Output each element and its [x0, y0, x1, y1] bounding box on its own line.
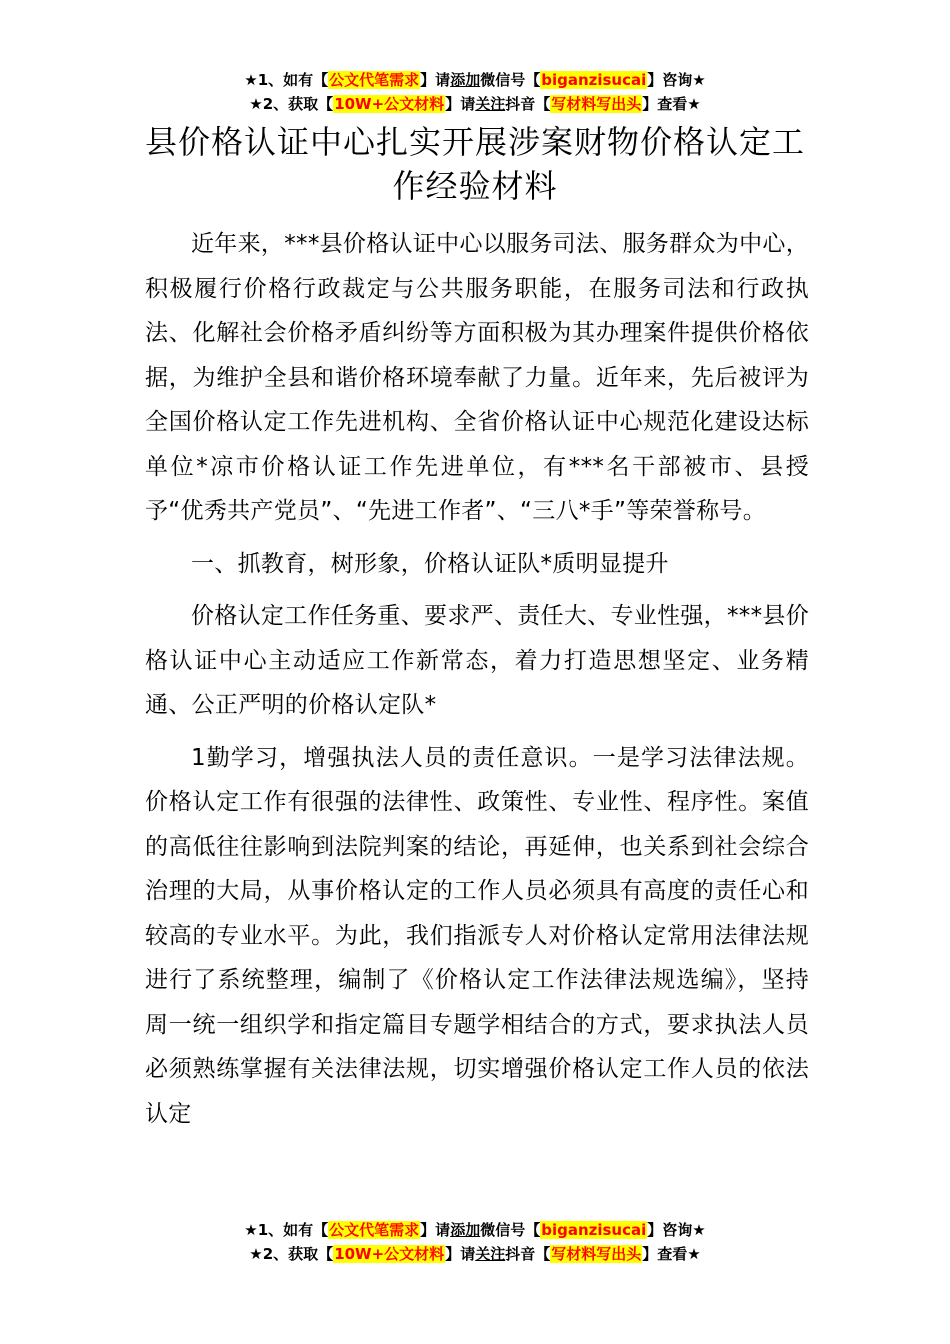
- banner-text: 微信号【: [480, 71, 541, 89]
- banner-highlight: 10W+公文材料: [334, 1245, 445, 1263]
- banner-text: 】咨询★: [647, 71, 706, 89]
- paragraph: 近年来，***县价格认证中心以服务司法、服务群众为中心，积极履行价格行政裁定与公共服务职能，在服务司法和行政执法、化解社会价格矛盾纠纷等方面积极为其办理案件提供价格依据，为维护全县和谐价格环境奉献了力量。近年来，先后被评为全国价格认定工作先进机构、全省价格认证中心规范化建设达标单位*凉市价格认证工作先进单位，有***名干部被市、县授予“优秀共产党员”、“先进工作者”、“三八*手”等荣誉称号。: [145, 231, 809, 524]
- banner-text: 】咨询★: [647, 1221, 706, 1239]
- banner-text: 抖音【: [505, 95, 551, 113]
- banner-text: 抖音【: [505, 1245, 551, 1263]
- banner-text: ★1、如有【: [244, 1221, 329, 1239]
- banner-text: ★2、获取【: [249, 1245, 334, 1263]
- section-heading: 一、抓教育，树形象，价格认证队*质明显提升: [191, 550, 669, 577]
- banner-text: 】请: [445, 95, 476, 113]
- paragraph: 价格认定工作任务重、要求严、责任大、专业性强，***县价格认证中心主动适应工作新常态，着力打造思想坚定、业务精通、公正严明的价格认定队*: [145, 603, 809, 718]
- banner-underline: 添加: [450, 71, 481, 89]
- banner-underline: 关注: [475, 1245, 506, 1263]
- header-banner: [0, 68, 950, 116]
- banner-text: 】请: [445, 1245, 476, 1263]
- banner-line-2: [0, 92, 950, 116]
- banner-highlight: 公文代笔需求: [329, 71, 420, 89]
- banner-text: ★2、获取【: [249, 95, 334, 113]
- banner-highlight: 10W+公文材料: [334, 95, 445, 113]
- banner-text: ★1、如有【: [244, 71, 329, 89]
- banner-highlight: 写材料写出头: [551, 1245, 642, 1263]
- document-body: [145, 222, 809, 1144]
- banner-text: 】查看★: [642, 1245, 701, 1263]
- banner-text: 微信号【: [480, 1221, 541, 1239]
- banner-underline: 关注: [475, 95, 506, 113]
- banner-line-1: [0, 68, 950, 92]
- banner-text: 】请: [420, 71, 451, 89]
- banner-line-2: [0, 1242, 950, 1266]
- banner-highlight: biganzisucai: [541, 1221, 647, 1239]
- footer-banner: [0, 1218, 950, 1266]
- document-title: 县价格认证中心扎实开展涉案财物价格认定工作经验材料: [144, 123, 805, 205]
- banner-text: 】查看★: [642, 95, 701, 113]
- banner-highlight: biganzisucai: [541, 71, 647, 89]
- paragraph: 1勤学习，增强执法人员的责任意识。一是学习法律法规。价格认定工作有很强的法律性、政策性、专业性、程序性。案值的高低往往影响到法院判案的结论，再延伸，也关系到社会综合治理的大局，从事价格认定的工作人员必须具有高度的责任心和较高的专业水平。为此，我们指派专人对价格认定常用法律法规进行了系统整理，编制了《价格认定工作法律法规选编》，坚持周一统一组织学和指定篇目专题学相结合的方式，要求执法人员必须熟练掌握有关法律法规，切实增强价格认定工作人员的依法认定: [145, 744, 809, 1127]
- banner-line-1: [0, 1218, 950, 1242]
- banner-highlight: 公文代笔需求: [329, 1221, 420, 1239]
- banner-text: 】请: [420, 1221, 451, 1239]
- banner-underline: 添加: [450, 1221, 481, 1239]
- banner-highlight: 写材料写出头: [551, 95, 642, 113]
